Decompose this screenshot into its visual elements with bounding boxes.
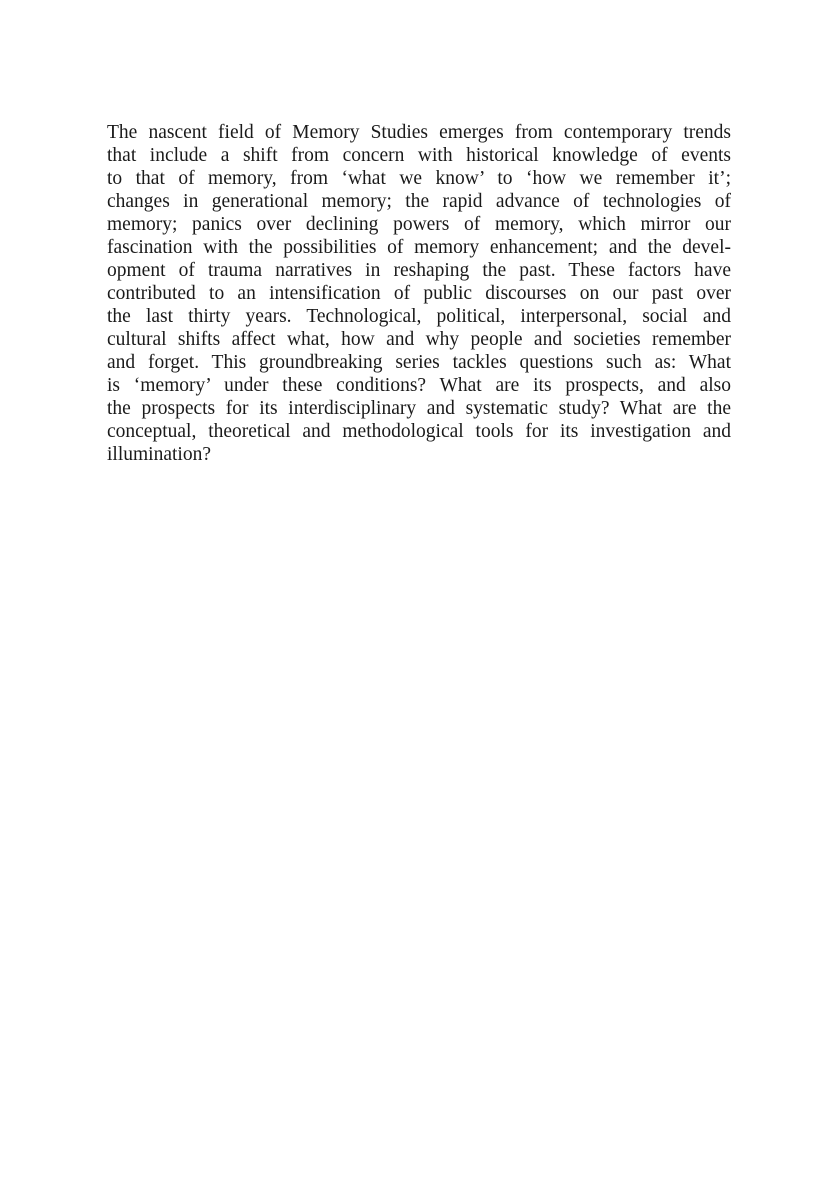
series-description-paragraph [107, 121, 731, 466]
paragraph-line: illumination? [107, 444, 211, 465]
paragraph-line: memory; panics over declining powers of memory, which mirror our [107, 214, 731, 235]
paragraph-line: to that of memory, from ‘what we know’ to ‘how we remember it’; [107, 168, 731, 189]
paragraph-line: the prospects for its interdisciplinary and systematic study? What are the [107, 398, 731, 419]
paragraph-line: and forget. This groundbreaking series tackles questions such as: What [107, 352, 731, 373]
paragraph-line: conceptual, theoretical and methodological tools for its investigation and [107, 421, 731, 442]
paragraph-line: contributed to an intensification of public discourses on our past over [107, 283, 731, 304]
paragraph-line: changes in generational memory; the rapid advance of technologies of [107, 191, 731, 212]
paragraph-line: is ‘memory’ under these conditions? What are its prospects, and also [107, 375, 731, 396]
paragraph-line: the last thirty years. Technological, political, interpersonal, social and [107, 306, 731, 327]
paragraph-line: opment of trauma narratives in reshaping the past. These factors have [107, 260, 731, 281]
paragraph-line: fascination with the possibilities of memory enhancement; and the devel- [107, 237, 731, 258]
paragraph-line: The nascent field of Memory Studies emerges from contemporary trends [107, 122, 731, 143]
paragraph-line: that include a shift from concern with historical knowledge of events [107, 145, 731, 166]
paragraph-line: cultural shifts affect what, how and why people and societies remember [107, 329, 731, 350]
